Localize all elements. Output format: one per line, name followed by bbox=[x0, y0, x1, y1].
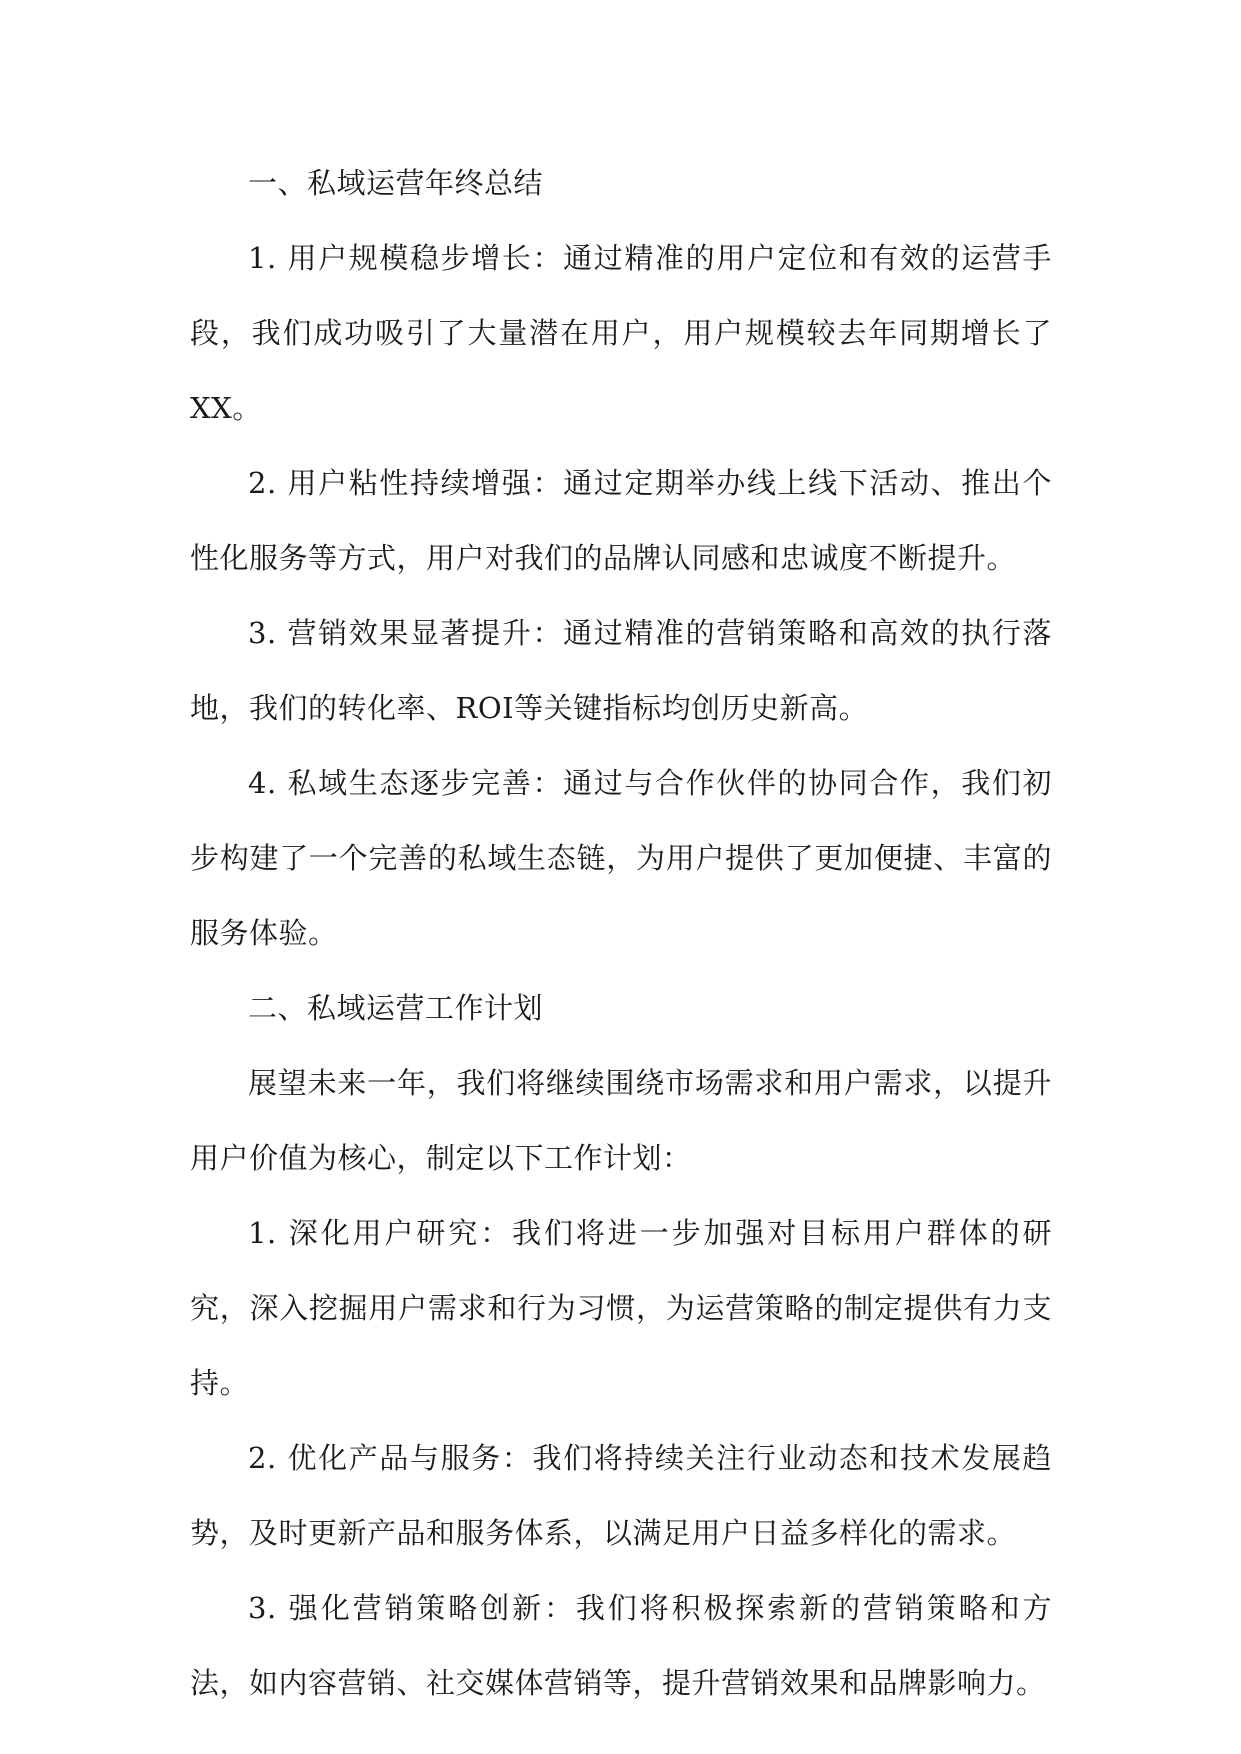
summary-item-2: 2. 用户粘性持续增强：通过定期举办线上线下活动、推出个性化服务等方式，用户对我们的品牌认同感和忠诚度不断提升。 bbox=[190, 466, 1052, 575]
plan-item-2: 2. 优化产品与服务：我们将持续关注行业动态和技术发展趋势，及时更新产品和服务体系，以满足用户日益多样化的需求。 bbox=[190, 1441, 1052, 1550]
plan-item-1: 1. 深化用户研究：我们将进一步加强对目标用户群体的研究，深入挖掘用户需求和行为习惯，为运营策略的制定提供有力支持。 bbox=[190, 1216, 1052, 1400]
plan-item-3: 3. 强化营销策略创新：我们将积极探索新的营销策略和方法，如内容营销、社交媒体营销等，提升营销效果和品牌影响力。 bbox=[190, 1591, 1052, 1700]
summary-item-3: 3. 营销效果显著提升：通过精准的营销策略和高效的执行落地，我们的转化率、ROI等关键指标均创历史新高。 bbox=[190, 616, 1052, 725]
plan-intro: 展望未来一年，我们将继续围绕市场需求和用户需求，以提升用户价值为核心，制定以下工作计划： bbox=[190, 1066, 1052, 1175]
summary-item-1: 1. 用户规模稳步增长：通过精准的用户定位和有效的运营手段，我们成功吸引了大量潜在用户，用户规模较去年同期增长了XX。 bbox=[190, 241, 1052, 425]
document-body bbox=[190, 146, 1052, 1721]
section-heading-plan: 二、私域运营工作计划 bbox=[248, 991, 544, 1025]
summary-item-4: 4. 私域生态逐步完善：通过与合作伙伴的协同合作，我们初步构建了一个完善的私域生态链，为用户提供了更加便捷、丰富的服务体验。 bbox=[190, 766, 1052, 950]
section-heading-summary: 一、私域运营年终总结 bbox=[248, 166, 544, 200]
